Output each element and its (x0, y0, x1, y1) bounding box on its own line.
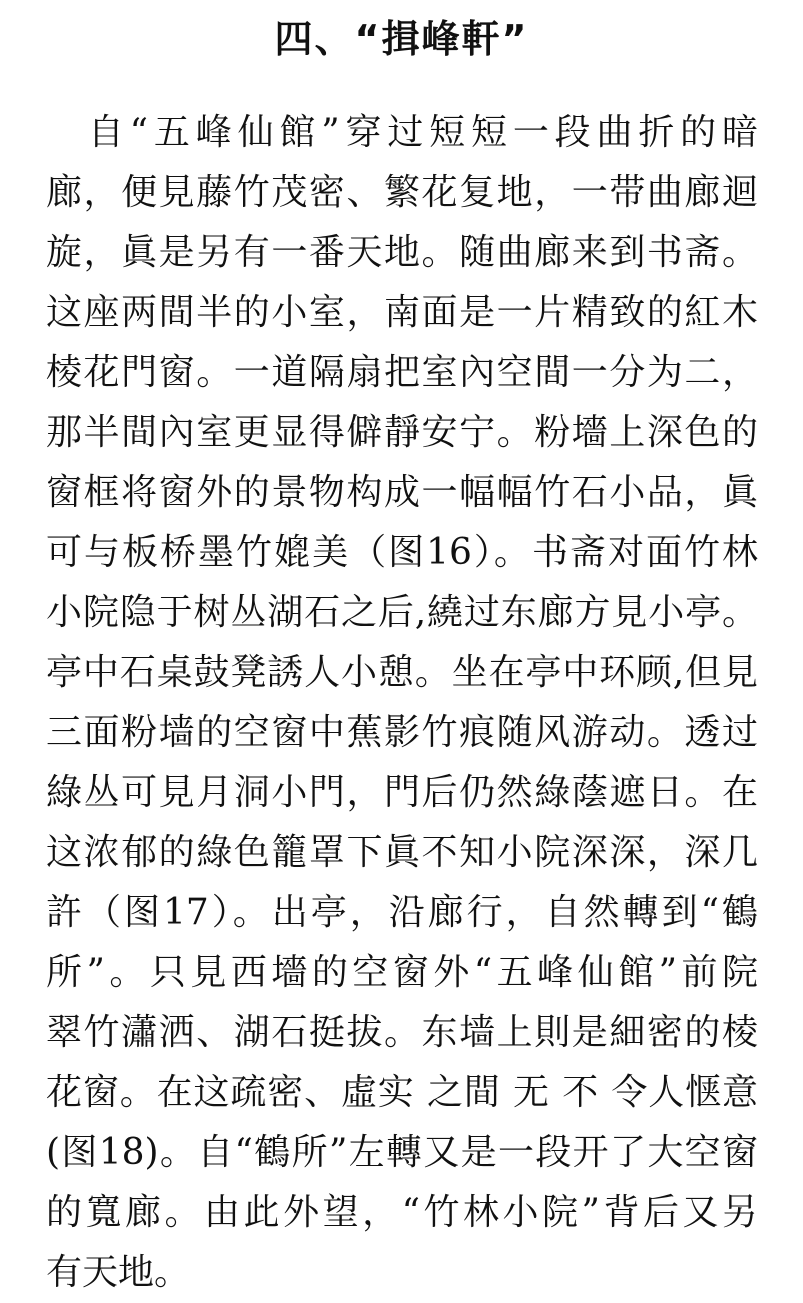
text-line: 棱花門窗。一道隔扇把室內空間一分为二， (46, 352, 758, 393)
text-line: 亭中石桌鼓凳誘人小憩。坐在亭中环顾,但見 (46, 652, 758, 693)
text-line: 那半間內室更显得僻靜安宁。粉墻上深色的 (46, 412, 758, 453)
text-line: 小院隐于树丛湖石之后,繞过东廊方見小亭。 (46, 592, 758, 633)
text-line: 所”。只見西墻的空窗外“五峰仙館”前院 (46, 952, 758, 993)
text-line: 翠竹瀟洒、湖石挺拔。东墙上則是細密的棱 (46, 1012, 758, 1053)
text-line: 綠丛可見月洞小門，門后仍然綠蔭遮日。在 (46, 772, 758, 813)
section-title: 四、“揖峰軒” (274, 17, 529, 61)
text-line: 花窗。在这疏密、虛实 之間 无 不 令人惬意 (46, 1072, 758, 1113)
text-line: 的寬廊。由此外望，“竹林小院”背后又另 (46, 1192, 758, 1233)
text-line: 这浓郁的綠色籠罩下眞不知小院深深，深几 (46, 832, 758, 873)
text-line: 自“五峰仙館”穿过短短一段曲折的暗 (46, 112, 758, 153)
text-line: 三面粉墙的空窗中蕉影竹痕随风游动。透过 (46, 712, 758, 753)
text-line: 可与板桥墨竹媲美（图16）。书斋对面竹林 (46, 532, 758, 573)
text-line: 旋，眞是另有一番天地。随曲廊来到书斋。 (46, 232, 758, 273)
text-line: 这座两間半的小室，南面是一片精致的紅木 (46, 292, 758, 333)
text-line: 許（图17）。出亭，沿廊行，自然轉到“鶴 (46, 892, 758, 933)
text-line-last: 有天地。 (46, 1252, 191, 1293)
body-text (46, 103, 758, 1303)
text-line: (图18)。自“鶴所”左轉又是一段开了大空窗 (46, 1132, 758, 1173)
text-line: 窗框将窗外的景物构成一幅幅竹石小品，眞 (46, 472, 758, 513)
text-line: 廊，便見藤竹茂密、繁花复地，一带曲廊迴 (46, 172, 758, 213)
